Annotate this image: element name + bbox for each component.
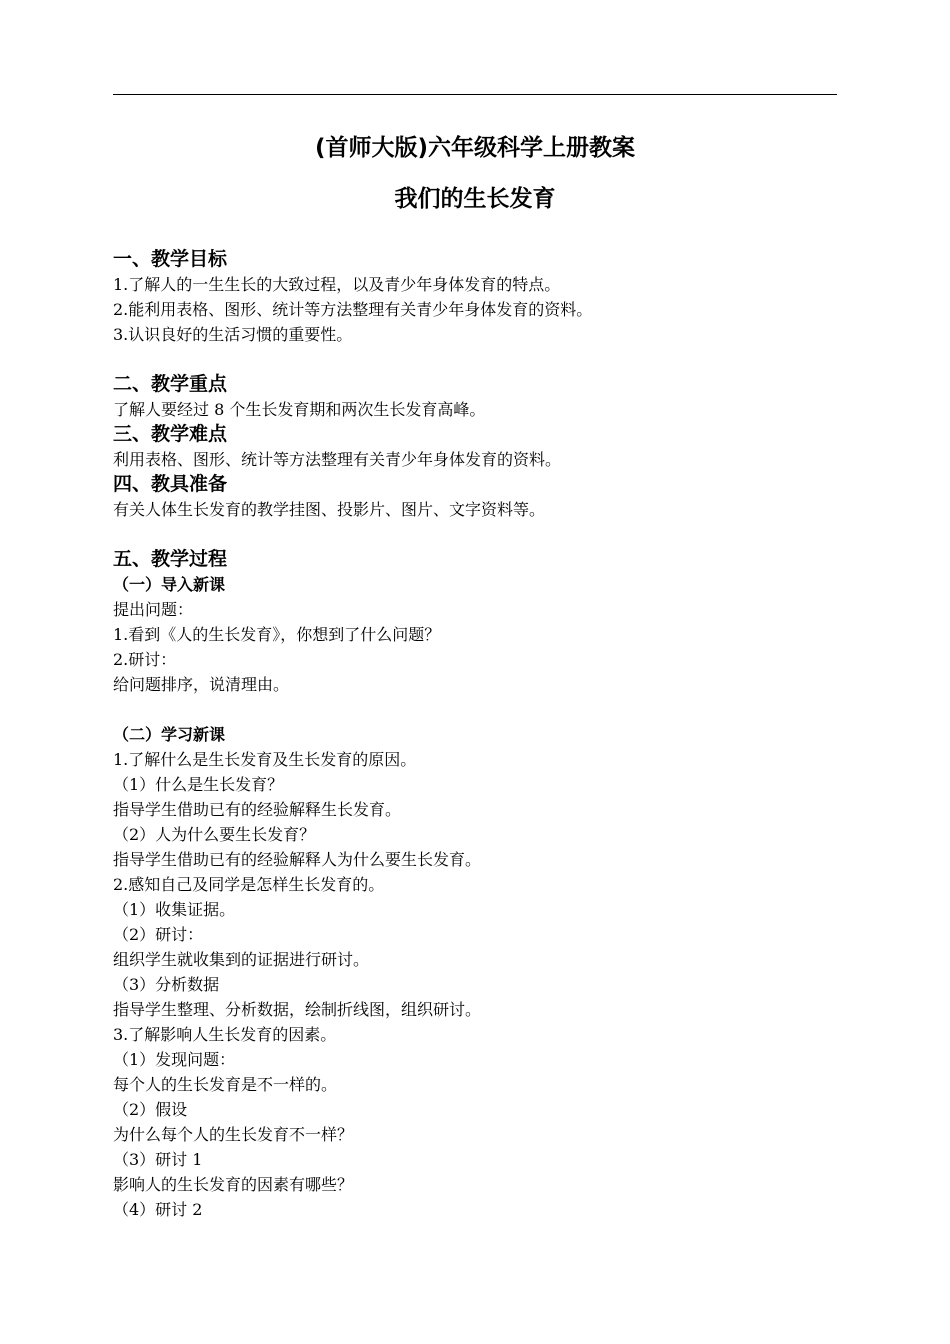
paragraph-line: （1）收集证据。 — [113, 900, 236, 919]
section-heading: 三、教学难点 — [113, 423, 228, 445]
paragraph-line: 提出问题： — [113, 600, 194, 619]
blank-line — [113, 522, 837, 547]
section-heading: 四、教具准备 — [113, 473, 228, 495]
section-heading: 二、教学重点 — [113, 373, 228, 395]
paragraph-line: 利用表格、图形、统计等方法整理有关青少年身体发育的资料。 — [113, 450, 562, 469]
subsection-heading: （一）导入新课 — [113, 575, 226, 594]
paragraph-line: 每个人的生长发育是不一样的。 — [113, 1075, 338, 1094]
paragraph-line: 指导学生整理、分析数据，绘制折线图，组织研讨。 — [113, 1000, 482, 1019]
document-subtitle: 我们的生长发育 — [394, 186, 556, 212]
paragraph-line: 给问题排序，说清理由。 — [113, 675, 290, 694]
paragraph-line: 组织学生就收集到的证据进行研讨。 — [113, 950, 370, 969]
paragraph-line: 2.能利用表格、图形、统计等方法整理有关青少年身体发育的资料。 — [113, 300, 593, 319]
subsection-heading: （二）学习新课 — [113, 725, 226, 744]
paragraph-line: （3）研讨 1 — [113, 1150, 203, 1169]
document-body — [113, 247, 837, 1222]
document-title: (首师大版)六年级科学上册教案 — [314, 135, 636, 161]
paragraph-line: （1）发现问题： — [113, 1050, 236, 1069]
section-heading: 一、教学目标 — [113, 248, 228, 270]
blank-line — [113, 697, 837, 722]
section-heading: 五、教学过程 — [113, 548, 228, 570]
paragraph-line: 指导学生借助已有的经验解释生长发育。 — [113, 800, 402, 819]
paragraph-line: （4）研讨 2 — [113, 1200, 203, 1219]
blank-line — [113, 347, 837, 372]
paragraph-line: 影响人的生长发育的因素有哪些？ — [113, 1175, 354, 1194]
paragraph-line: （2）人为什么要生长发育？ — [113, 825, 316, 844]
paragraph-line: 3.了解影响人生长发育的因素。 — [113, 1025, 337, 1044]
paragraph-line: （2）假设 — [113, 1100, 188, 1119]
paragraph-line: 2.研讨： — [113, 650, 177, 669]
paragraph-line: 了解人要经过 8 个生长发育期和两次生长发育高峰。 — [113, 400, 486, 419]
paragraph-line: （2）研讨： — [113, 925, 204, 944]
paragraph-line: 为什么每个人的生长发育不一样？ — [113, 1125, 354, 1144]
paragraph-line: 3.认识良好的生活习惯的重要性。 — [113, 325, 353, 344]
paragraph-line: 指导学生借助已有的经验解释人为什么要生长发育。 — [113, 850, 482, 869]
paragraph-line: （1）什么是生长发育？ — [113, 775, 284, 794]
paragraph-line: 1.了解什么是生长发育及生长发育的原因。 — [113, 750, 417, 769]
paragraph-line: 1.看到《人的生长发育》，你想到了什么问题？ — [113, 625, 441, 644]
paragraph-line: （3）分析数据 — [113, 975, 220, 994]
paragraph-line: 2.感知自己及同学是怎样生长发育的。 — [113, 875, 385, 894]
paragraph-line: 1.了解人的一生生长的大致过程，以及青少年身体发育的特点。 — [113, 275, 561, 294]
paragraph-line: 有关人体生长发育的教学挂图、投影片、图片、文字资料等。 — [113, 500, 546, 519]
header-rule — [113, 94, 837, 95]
